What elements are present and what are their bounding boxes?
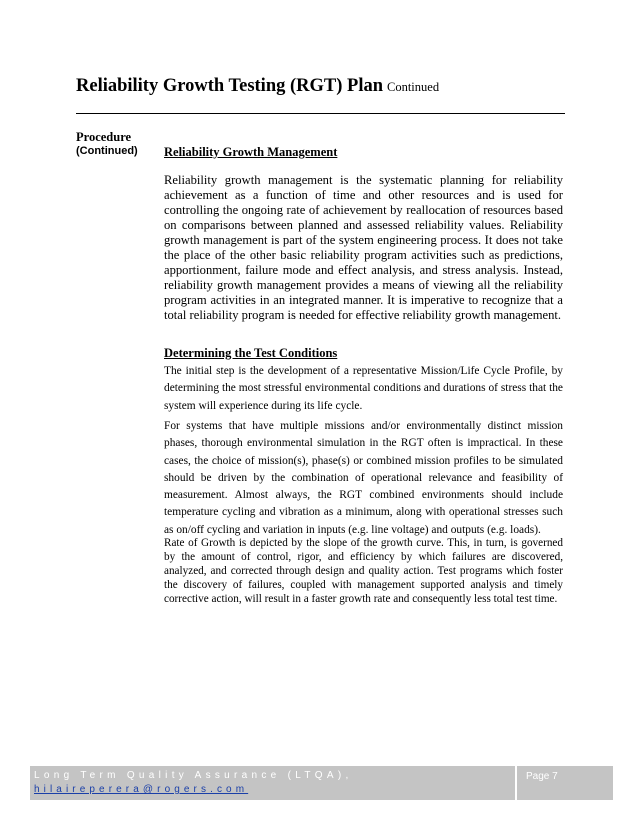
- sidebar-procedure-label: Procedure: [76, 130, 132, 144]
- footer-company: Long Term Quality Assurance (LTQA),: [34, 770, 353, 781]
- paragraph-multiple-missions: For systems that have multiple missions and/or environmentally distinct mission phases, thorough environmental simulation in the RGT often is impractical. In these cases, the choice of mission(s), phase(s) or combined mission profiles to be simulated should be driven by the combination of operational relevance and feasibility of measurement. Almost always, the RGT combined environments should include temperature cycling and vibration as a minimum, along with operational stresses such as on/off cycling and variation in inputs (e.g. line voltage) and outputs (e.g. loads).: [164, 420, 563, 536]
- section-heading-reliability-growth-management: Reliability Growth Management: [164, 145, 338, 159]
- page-title-main: Reliability Growth Testing (RGT) Plan: [76, 76, 383, 96]
- paragraph-initial-step: The initial step is the development of a representative Mission/Life Cycle Profile, by determining the most stressful environmental conditions and durations of stress that the system will experience during its life cycle.: [164, 365, 563, 412]
- sidebar-continued-label: (Continued): [76, 145, 138, 157]
- title-divider: [76, 113, 565, 114]
- footer-page-number: Page 7: [526, 771, 558, 782]
- page-title-suffix: Continued: [387, 80, 440, 94]
- footer-email-link[interactable]: hilaireperera@rogers.com: [34, 784, 249, 795]
- page-footer: [30, 766, 613, 800]
- section-heading-determining-test-conditions: Determining the Test Conditions: [164, 346, 338, 360]
- page-title: [76, 76, 576, 97]
- footer-divider: [515, 766, 517, 800]
- paragraph-rate-of-growth: Rate of Growth is depicted by the slope of the growth curve. This, in turn, is governed by the amount of control, rigor, and efficiency by which failures are discovered, analyzed, and corrected through design and quality action. Test programs which foster the discovery of failures, coupled with management supported analysis and timely corrective action, will result in a faster growth rate and consequently less total test time.: [164, 537, 563, 605]
- paragraph-reliability-growth-management: Reliability growth management is the systematic planning for reliability achievement as a function of time and other resources and is used for controlling the ongoing rate of achievement by reallocation of resources based on comparisons between planned and assessed reliability values. Reliability growth management is part of the system engineering process. It does not take the place of the other basic reliability program activities such as predictions, apportionment, failure mode and effect analysis, and stress analysis. Instead, reliability growth management provides a means of viewing all the reliability program activities in an integrated manner. It is imperative to recognize that a total reliability program is needed for effective reliability growth management.: [164, 173, 563, 322]
